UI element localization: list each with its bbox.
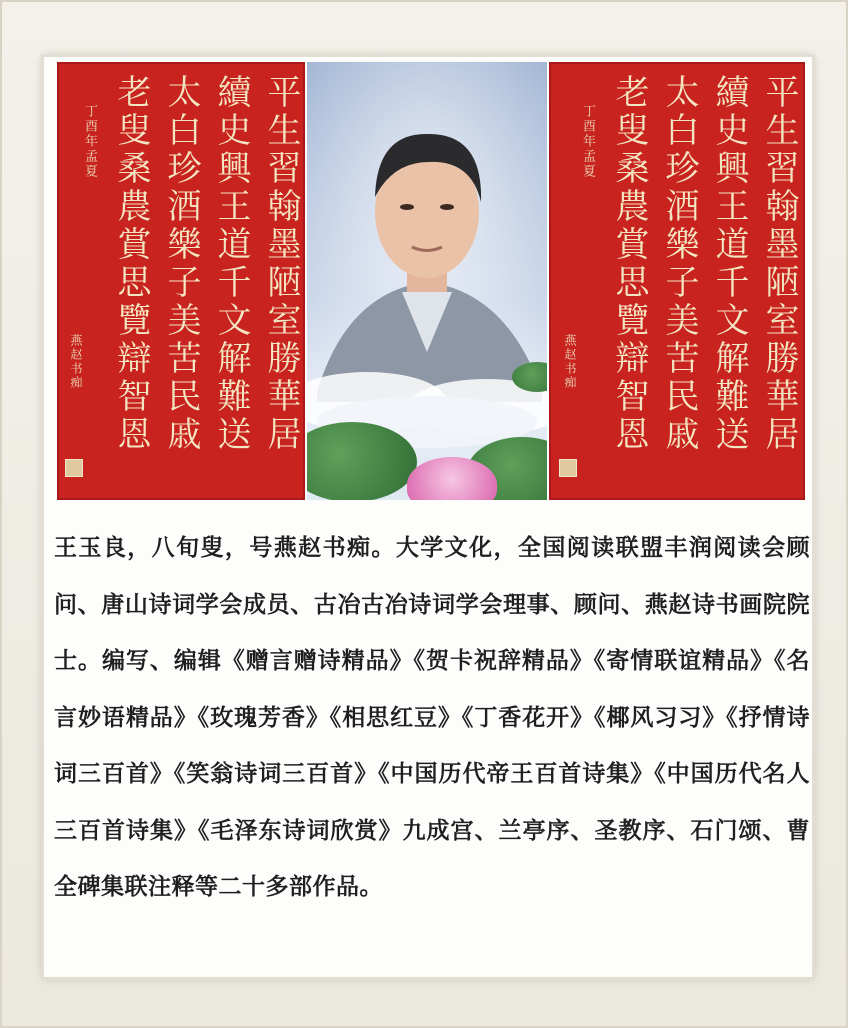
signature-inscription: 丁酉年孟夏 <box>580 104 595 179</box>
left-calligraphy-scroll <box>57 62 305 500</box>
calligraphy-column: 續史興王道千文解難送 <box>211 74 251 454</box>
signature-inscription: 燕赵书痴 <box>69 334 83 390</box>
calligraphy-column: 老叟桑農賞思覽辯智恩 <box>111 74 151 454</box>
right-calligraphy-scroll <box>549 62 805 500</box>
biography-text: 王玉良，八旬叟，号燕赵书痴。大学文化，全国阅读联盟丰润阅读会顾问、唐山诗词学会成员、古冶古冶诗词学会理事、顾问、燕赵诗书画院院士。编写、编辑《赠言赠诗精品》《贺卡祝辞精品》《寄情联谊精品》《名言妙语精品》《玫瑰芳香》《相思红豆》《丁香花开》《椰风习习》《抒情诗词三百首》《笑翁诗词三百首》《中国历代帝王百首诗集》《中国历代名人三百首诗集》《毛泽东诗词欣赏》九成宫、兰亭序、圣教序、石门颂、曹全碑集联注释等二十多部作品。 <box>54 535 810 900</box>
signature-inscription: 燕赵书痴 <box>563 334 577 390</box>
calligraphy-banner <box>57 62 805 500</box>
poster-panel <box>44 57 812 977</box>
calligraphy-column: 太白珍酒樂子美苦民戚 <box>659 74 699 454</box>
signature-inscription: 丁酉年孟夏 <box>82 104 97 179</box>
seal-stamp <box>65 459 83 477</box>
calligraphy-column: 老叟桑農賞思覽辯智恩 <box>609 74 649 454</box>
calligraphy-column: 平生習翰墨陋室勝華居 <box>759 74 799 454</box>
calligraphy-column: 平生習翰墨陋室勝華居 <box>261 74 301 454</box>
calligraphy-column: 續史興王道千文解難送 <box>709 74 749 454</box>
calligraphy-column: 太白珍酒樂子美苦民戚 <box>161 74 201 454</box>
portrait-photo <box>307 62 547 500</box>
seal-stamp <box>559 459 577 477</box>
